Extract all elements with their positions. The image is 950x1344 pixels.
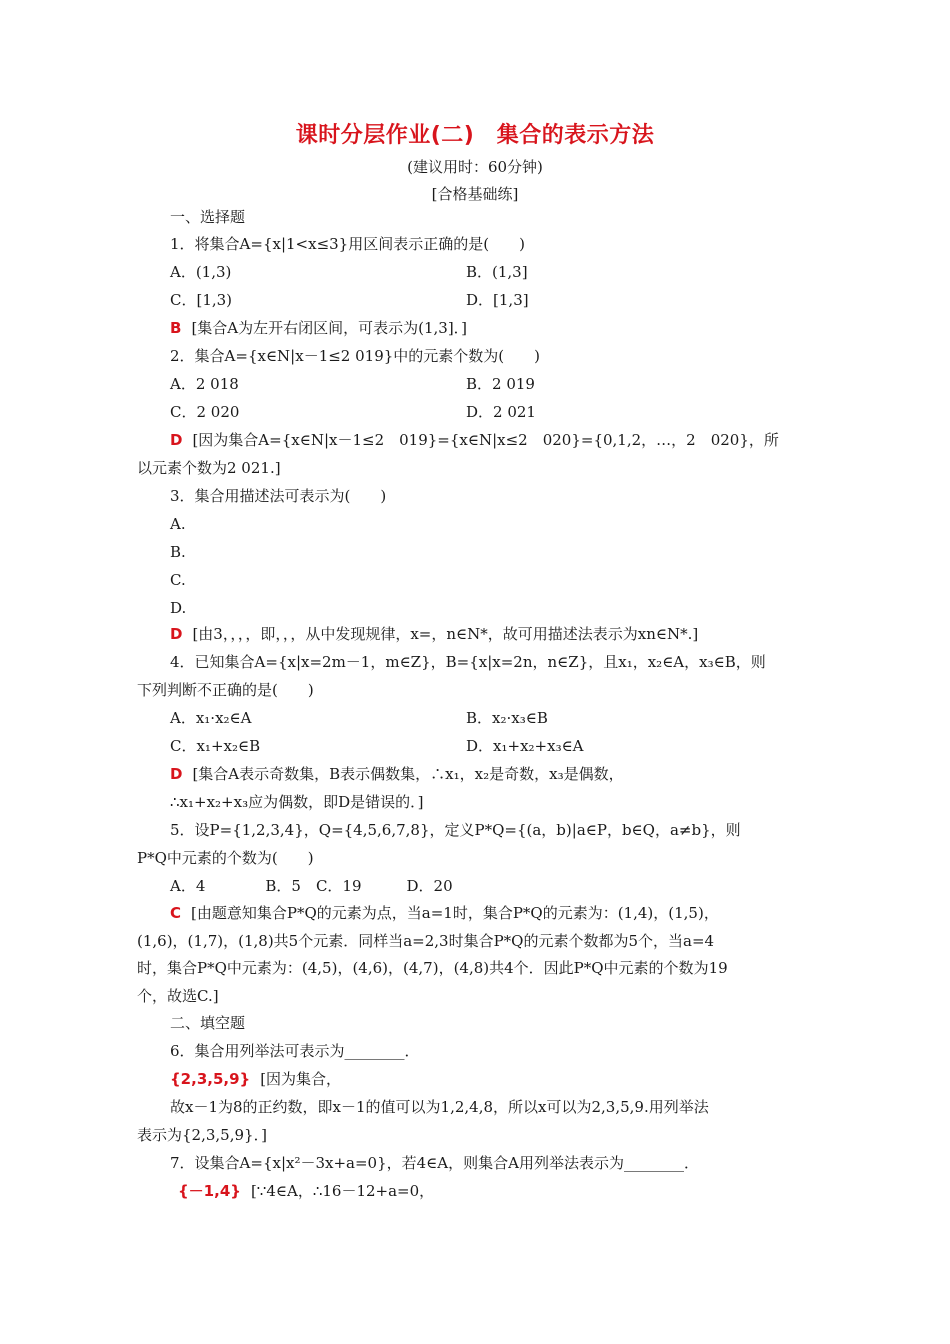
q3-explanation: [由3，，，，即，，，从中发现规律，x=，n∈N*，故可用描述法表示为xn∈N*.] bbox=[192, 625, 699, 643]
q4-option-b: B．x₂·x₃∈B bbox=[466, 709, 548, 727]
q3-stem: 3．集合用描述法可表示为( ) bbox=[170, 487, 387, 505]
q2-explanation-line1: [因为集合A={x∈N|x－1≤2 019}={x∈N|x≤2 020}={0,1,2，…，2 020}，所 bbox=[192, 431, 779, 449]
q3-option-b: B. bbox=[170, 543, 186, 561]
q2-option-d: D．2 021 bbox=[466, 403, 536, 421]
q7-answer: {－1,4} bbox=[178, 1182, 241, 1200]
q3-solution bbox=[170, 624, 698, 644]
q2-explanation-line2: 以元素个数为2 021.] bbox=[137, 459, 281, 477]
q6-stem: 6．集合用列举法可表示为________． bbox=[170, 1042, 420, 1060]
q3-answer: D bbox=[170, 625, 183, 643]
q2-option-a: A．2 018 bbox=[170, 375, 239, 393]
q6-explanation-line1: [因为集合， bbox=[260, 1070, 342, 1088]
q1-option-c: C．[1,3) bbox=[170, 291, 233, 309]
q5-options: A．4 B．5 C．19 D．20 bbox=[170, 877, 453, 895]
q3-option-d: D. bbox=[170, 599, 187, 617]
q5-explanation-line2: (1,6)，(1,7)，(1,8)共5个元素．同样当a=2,3时集合P*Q的元素个数都为5个，当a=4 bbox=[137, 932, 715, 950]
q5-solution bbox=[170, 903, 719, 923]
page-title: 课时分层作业(二) 集合的表示方法 bbox=[295, 123, 655, 148]
q4-option-c: C．x₁+x₂∈B bbox=[170, 737, 261, 755]
q4-solution bbox=[170, 764, 624, 784]
q5-explanation-line1: [由题意知集合P*Q的元素为点，当a=1时，集合P*Q的元素为：(1,4)，(1,5)， bbox=[191, 904, 719, 922]
section-heading-fill: 二、填空题 bbox=[170, 1014, 246, 1032]
q7-explanation: [∵4∈A，∴16－12+a=0， bbox=[250, 1182, 435, 1200]
q6-explanation-line2: 故x－1为8的正约数，即x－1的值可以为1,2,4,8，所以x可以为2,3,5,9.用列举法 bbox=[170, 1098, 709, 1116]
q2-option-c: C．2 020 bbox=[170, 403, 240, 421]
time-note: (建议用时：60分钟) bbox=[407, 158, 543, 176]
q6-solution bbox=[170, 1069, 341, 1089]
q7-stem: 7．设集合A={x|x²－3x+a=0}，若4∈A，则集合A用列举法表示为________． bbox=[170, 1154, 699, 1172]
q4-option-d: D．x₁+x₂+x₃∈A bbox=[466, 737, 584, 755]
q1-solution bbox=[170, 318, 467, 338]
level-label: [合格基础练] bbox=[431, 185, 519, 203]
q5-stem-line1: 5．设P={1,2,3,4}，Q={4,5,6,7,8}，定义P*Q={(a，b)|a∈P，b∈Q，a≠b}，则 bbox=[170, 821, 741, 839]
section-heading-choice: 一、选择题 bbox=[170, 208, 246, 226]
q4-explanation-line1: [集合A表示奇数集，B表示偶数集，∴x₁，x₂是奇数，x₃是偶数， bbox=[192, 765, 624, 783]
q2-answer: D bbox=[170, 431, 183, 449]
q7-solution bbox=[178, 1181, 434, 1201]
q4-stem-line1: 4．已知集合A={x|x=2m－1，m∈Z}，B={x|x=2n，n∈Z}，且x₁，x₂∈A，x₃∈B，则 bbox=[170, 653, 766, 671]
q1-explanation: [集合A为左开右闭区间，可表示为(1,3]．] bbox=[191, 319, 468, 337]
q4-answer: D bbox=[170, 765, 183, 783]
q1-option-d: D．[1,3] bbox=[466, 291, 529, 309]
q4-option-a: A．x₁·x₂∈A bbox=[170, 709, 252, 727]
q6-explanation-line3: 表示为{2,3,5,9}．] bbox=[137, 1126, 267, 1144]
q2-solution bbox=[170, 430, 779, 450]
q5-explanation-line4: 个，故选C.] bbox=[137, 987, 219, 1005]
q4-stem-line2: 下列判断不正确的是( ) bbox=[137, 681, 314, 699]
q2-stem: 2．集合A={x∈N|x－1≤2 019}中的元素个数为( ) bbox=[170, 347, 540, 365]
q1-option-a: A．(1,3) bbox=[170, 263, 232, 281]
q1-stem: 1．将集合A={x|1<x≤3}用区间表示正确的是( ) bbox=[170, 235, 525, 253]
q5-stem-line2: P*Q中元素的个数为( ) bbox=[137, 849, 314, 867]
q1-option-b: B．(1,3] bbox=[466, 263, 528, 281]
q6-answer: {2,3,5,9} bbox=[170, 1070, 251, 1088]
q2-option-b: B．2 019 bbox=[466, 375, 535, 393]
q3-option-a: A. bbox=[170, 515, 186, 533]
q5-answer: C bbox=[170, 904, 182, 922]
q4-explanation-line2: ∴x₁+x₂+x₃应为偶数，即D是错误的．] bbox=[170, 793, 424, 811]
q3-option-c: C. bbox=[170, 571, 186, 589]
q1-answer: B bbox=[170, 319, 182, 337]
q5-explanation-line3: 时，集合P*Q中元素为：(4,5)，(4,6)，(4,7)，(4,8)共4个．因此P*Q中元素的个数为19 bbox=[137, 959, 728, 977]
